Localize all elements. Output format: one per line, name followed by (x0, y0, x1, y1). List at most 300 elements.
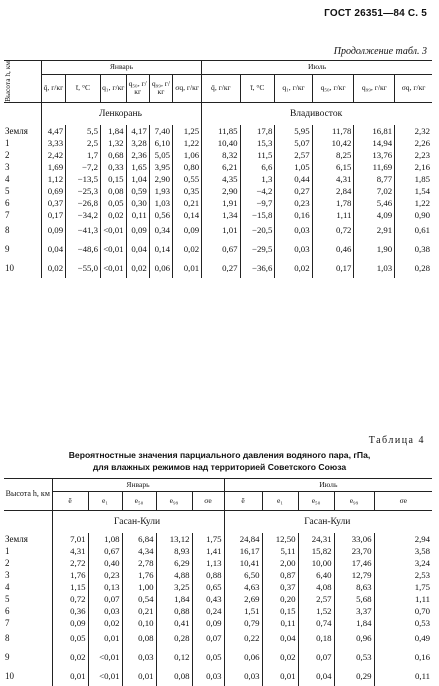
value-cell: 0,03 (275, 240, 312, 259)
value-cell: 1,85 (414, 173, 430, 184)
value-cell: 0,04 (41, 240, 65, 259)
height-cell: 9 (4, 240, 41, 259)
value-cell: 11,69 (354, 161, 395, 173)
col-header: σe (374, 492, 432, 511)
value-cell: 0,07 (192, 629, 224, 648)
value-cell: 1,76 (122, 569, 156, 581)
value-cell: 0,22 (224, 629, 262, 648)
value-cell: 0,07 (298, 648, 334, 667)
value-cell: 2,42 (41, 149, 65, 161)
value-cell: 0,02 (275, 259, 312, 278)
table-row (4, 545, 432, 557)
value-cell: −48,6 (66, 240, 101, 259)
value-cell: 2,32 (414, 125, 430, 136)
value-cell: 10,00 (298, 557, 334, 569)
value-cell: 5,5 (66, 125, 101, 137)
value-cell: −9,7 (240, 197, 275, 209)
document-header: ГОСТ 26351—84 С. 5 (324, 8, 427, 19)
value-cell: 0,09 (52, 617, 88, 629)
value-cell: 0,01 (262, 667, 298, 686)
value-cell: 0,27 (275, 185, 312, 197)
height-cell: 7 (4, 617, 52, 629)
table-number: Таблица 4 (368, 435, 425, 446)
table-row (4, 593, 432, 605)
value-cell: 5,11 (262, 545, 298, 557)
height-cell: 8 (4, 629, 52, 648)
value-cell: 0,07 (88, 593, 122, 605)
value-cell: 0,35 (173, 185, 202, 197)
table-row (4, 240, 432, 259)
value-cell: 0,24 (192, 605, 224, 617)
value-cell: 0,90 (414, 209, 430, 220)
value-cell: 0,01 (88, 629, 122, 648)
table-row (4, 221, 432, 240)
table-caption: Вероятностные значения парциального давления водяного пара, гПа, для влажных режимов над территорией Советского Союза (68, 450, 371, 472)
value-cell: 0,17 (41, 209, 65, 221)
value-cell: 6,84 (122, 533, 156, 545)
value-cell: 0,04 (298, 667, 334, 686)
value-cell: 0,41 (156, 617, 192, 629)
value-cell: 0,01 (52, 667, 88, 686)
value-cell: −55,0 (66, 259, 101, 278)
height-cell: 6 (4, 605, 52, 617)
value-cell: 0,16 (275, 209, 312, 221)
table-row (4, 569, 432, 581)
col-header: t̄, °С (66, 74, 101, 102)
value-cell: 1,34 (202, 209, 240, 221)
value-cell: 1,05 (275, 161, 312, 173)
value-cell: 7,01 (52, 533, 88, 545)
col-header: q̄, г/кг (41, 74, 65, 102)
height-cell: 2 (4, 149, 41, 161)
value-cell: 33,06 (334, 533, 374, 545)
value-cell: 0,96 (334, 629, 374, 648)
value-cell: 0,69 (41, 185, 65, 197)
value-cell: 8,32 (202, 149, 240, 161)
value-cell: 0,05 (52, 629, 88, 648)
height-cell: 1 (4, 545, 52, 557)
value-cell: 0,14 (173, 209, 202, 221)
value-cell: 0,17 (312, 259, 354, 278)
value-cell: 1,08 (88, 533, 122, 545)
value-cell: 1,03 (354, 259, 395, 278)
value-cell: 0,23 (275, 197, 312, 209)
height-cell: 4 (4, 581, 52, 593)
value-cell: 0,11 (415, 671, 431, 681)
col-header: ē (224, 492, 262, 511)
value-cell: 4,47 (41, 125, 65, 137)
value-cell: 0,54 (122, 593, 156, 605)
value-cell: 0,36 (52, 605, 88, 617)
value-cell: 2,57 (298, 593, 334, 605)
col-header: q̄, г/кг (202, 74, 240, 102)
value-cell: 0,34 (149, 221, 172, 240)
month-january-header: Январь (52, 479, 224, 492)
value-cell: −15,8 (240, 209, 275, 221)
value-cell: 0,55 (173, 173, 202, 185)
value-cell: 0,56 (149, 209, 172, 221)
value-cell: 4,17 (126, 125, 149, 137)
value-cell: 2,36 (126, 149, 149, 161)
value-cell: −34,2 (66, 209, 101, 221)
month-july-header: Июль (224, 479, 432, 492)
value-cell: 17,8 (240, 125, 275, 137)
value-cell: 16,17 (224, 545, 262, 557)
value-cell: 12,79 (334, 569, 374, 581)
value-cell: 0,08 (100, 185, 126, 197)
value-cell: 13,12 (156, 533, 192, 545)
value-cell: −25,3 (66, 185, 101, 197)
value-cell: 0,11 (262, 617, 298, 629)
value-cell: 1,52 (298, 605, 334, 617)
value-cell: 0,03 (192, 667, 224, 686)
value-cell: −29,5 (240, 240, 275, 259)
table-row (4, 185, 432, 197)
value-cell: 0,21 (173, 197, 202, 209)
value-cell: 10,42 (312, 137, 354, 149)
value-cell: 2,5 (66, 137, 101, 149)
value-cell: 1,65 (126, 161, 149, 173)
value-cell: 1,41 (192, 545, 224, 557)
value-cell: −20,5 (240, 221, 275, 240)
value-cell: 11,5 (240, 149, 275, 161)
value-cell: 0,01 (122, 667, 156, 686)
value-cell: 0,02 (88, 617, 122, 629)
value-cell: 0,02 (173, 240, 202, 259)
value-cell: −13,5 (66, 173, 101, 185)
value-cell: 0,21 (122, 605, 156, 617)
station-name: Гасан-Кули (304, 517, 351, 527)
value-cell: <0,01 (88, 648, 122, 667)
value-cell: 1,32 (100, 137, 126, 149)
value-cell: 0,80 (173, 161, 202, 173)
col-header: e₅₀ (298, 492, 334, 511)
value-cell: 4,08 (298, 581, 334, 593)
value-cell: 3,37 (334, 605, 374, 617)
col-header: e₅₀ (122, 492, 156, 511)
table-row (4, 581, 432, 593)
col-header: q₁, г/кг (275, 74, 312, 102)
value-cell: 1,13 (192, 557, 224, 569)
value-cell: 0,38 (414, 243, 430, 254)
value-cell: 0,27 (202, 259, 240, 278)
col-header: q₉₉, г/кг (149, 74, 172, 102)
value-cell: 1,11 (415, 594, 431, 604)
value-cell: 5,05 (149, 149, 172, 161)
col-header: e₉₉ (156, 492, 192, 511)
value-cell: 0,09 (173, 221, 202, 240)
height-cell: 5 (4, 593, 52, 605)
value-cell: 12,50 (262, 533, 298, 545)
month-january-header: Январь (41, 61, 201, 75)
value-cell: 6,21 (202, 161, 240, 173)
value-cell: 1,7 (66, 149, 101, 161)
value-cell: 1,78 (312, 197, 354, 209)
value-cell: 6,15 (312, 161, 354, 173)
value-cell: 5,68 (334, 593, 374, 605)
value-cell: 1,84 (100, 125, 126, 137)
table-row (4, 557, 432, 569)
value-cell: 1,75 (192, 533, 224, 545)
value-cell: 6,10 (149, 137, 172, 149)
value-cell: 24,31 (298, 533, 334, 545)
height-cell: 7 (4, 209, 41, 221)
table-row (4, 617, 432, 629)
value-cell: 3,95 (149, 161, 172, 173)
value-cell: 4,63 (224, 581, 262, 593)
table-row (4, 197, 432, 209)
table-row (4, 173, 432, 185)
value-cell: 1,90 (354, 240, 395, 259)
value-cell: 0,44 (275, 173, 312, 185)
height-cell: 1 (4, 137, 41, 149)
value-cell: 0,53 (414, 618, 431, 628)
table-row (4, 533, 432, 545)
station-name: Владивосток (289, 108, 343, 119)
value-cell: 1,11 (312, 209, 354, 221)
value-cell: 0,20 (262, 593, 298, 605)
height-column-header: Высота h, км (4, 479, 52, 511)
value-cell: 6,29 (156, 557, 192, 569)
height-cell: 2 (4, 557, 52, 569)
value-cell: 0,53 (334, 648, 374, 667)
col-header: σq, г/кг (173, 74, 202, 102)
station-name: Ленкорань (41, 102, 201, 125)
value-cell: 0,03 (122, 648, 156, 667)
value-cell: 5,07 (275, 137, 312, 149)
value-cell: 5,95 (275, 125, 312, 137)
value-cell: 0,02 (100, 209, 126, 221)
col-header: e₁ (262, 492, 298, 511)
value-cell: 0,05 (192, 648, 224, 667)
value-cell: 0,28 (414, 262, 430, 273)
value-cell: 0,37 (41, 197, 65, 209)
value-cell: 7,02 (354, 185, 395, 197)
value-cell: 17,46 (334, 557, 374, 569)
height-cell: 6 (4, 197, 41, 209)
table-row (4, 605, 432, 617)
value-cell: 0,61 (414, 224, 430, 235)
col-header: q₅₀, г/кг (312, 74, 354, 102)
value-cell: 2,57 (275, 149, 312, 161)
value-cell: 0,40 (88, 557, 122, 569)
value-cell: 4,31 (52, 545, 88, 557)
value-cell: 2,72 (52, 557, 88, 569)
value-cell: 4,31 (312, 173, 354, 185)
value-cell: 2,91 (354, 221, 395, 240)
value-cell: 0,03 (275, 221, 312, 240)
value-cell: 1,76 (52, 569, 88, 581)
value-cell: 2,16 (414, 161, 430, 172)
value-cell: 0,74 (298, 617, 334, 629)
col-header: σq, г/кг (395, 74, 432, 102)
value-cell: <0,01 (88, 667, 122, 686)
col-header: q₉₉, г/кг (354, 74, 395, 102)
table-row (4, 259, 432, 278)
value-cell: 0,09 (192, 617, 224, 629)
value-cell: 0,05 (100, 197, 126, 209)
value-cell: 3,33 (41, 137, 65, 149)
value-cell: 0,02 (52, 648, 88, 667)
value-cell: 4,34 (122, 545, 156, 557)
table-row (4, 125, 432, 137)
value-cell: 14,94 (354, 137, 395, 149)
value-cell: 0,03 (224, 667, 262, 686)
value-cell: 0,67 (202, 240, 240, 259)
value-cell: 1,75 (414, 582, 431, 592)
value-cell: 0,37 (262, 581, 298, 593)
height-cell: 3 (4, 161, 41, 173)
value-cell: 1,84 (334, 617, 374, 629)
height-cell: 3 (4, 569, 52, 581)
value-cell: 23,70 (334, 545, 374, 557)
value-cell: 0,14 (149, 240, 172, 259)
col-header: t̄, °С (240, 74, 275, 102)
value-cell: 0,30 (126, 197, 149, 209)
value-cell: 6,40 (298, 569, 334, 581)
value-cell: 1,22 (414, 197, 430, 208)
value-cell: 0,15 (100, 173, 126, 185)
col-header: e₁ (88, 492, 122, 511)
value-cell: 24,84 (224, 533, 262, 545)
value-cell: 0,02 (126, 259, 149, 278)
value-cell: 1,04 (126, 173, 149, 185)
value-cell: 1,69 (41, 161, 65, 173)
table-row (4, 137, 432, 149)
value-cell: 1,03 (149, 197, 172, 209)
value-cell: 0,12 (156, 648, 192, 667)
value-cell: 8,63 (334, 581, 374, 593)
value-cell: 11,78 (312, 125, 354, 137)
value-cell: 0,72 (312, 221, 354, 240)
value-cell: <0,01 (100, 221, 126, 240)
value-cell: 0,08 (122, 629, 156, 648)
value-cell: <0,01 (100, 240, 126, 259)
value-cell: 4,09 (354, 209, 395, 221)
value-cell: 1,15 (52, 581, 88, 593)
value-cell: 13,76 (354, 149, 395, 161)
value-cell: 2,69 (224, 593, 262, 605)
value-cell: −26,8 (66, 197, 101, 209)
value-cell: 1,3 (240, 173, 275, 185)
value-cell: 0,65 (192, 581, 224, 593)
value-cell: 1,12 (41, 173, 65, 185)
value-cell: 11,85 (202, 125, 240, 137)
value-cell: 0,04 (126, 240, 149, 259)
col-header: e₉₉ (334, 492, 374, 511)
value-cell: 0,29 (334, 667, 374, 686)
value-cell: −36,6 (240, 259, 275, 278)
value-cell: 2,94 (414, 534, 431, 544)
value-cell: 0,70 (414, 606, 431, 616)
value-cell: 6,6 (240, 161, 275, 173)
value-cell: 1,84 (156, 593, 192, 605)
humidity-table (4, 60, 432, 278)
height-cell: 10 (4, 259, 41, 278)
value-cell: 0,88 (156, 605, 192, 617)
value-cell: 2,90 (202, 185, 240, 197)
value-cell: 8,25 (312, 149, 354, 161)
value-cell: 1,25 (173, 125, 202, 137)
height-cell: Земля (4, 125, 41, 137)
table-continuation-label: Продолжение табл. 3 (333, 46, 427, 57)
value-cell: 2,78 (122, 557, 156, 569)
value-cell: 6,50 (224, 569, 262, 581)
value-cell: 1,06 (173, 149, 202, 161)
value-cell: 0,18 (298, 629, 334, 648)
value-cell: 2,90 (149, 173, 172, 185)
value-cell: 0,72 (52, 593, 88, 605)
value-cell: 0,09 (41, 221, 65, 240)
value-cell: 4,35 (202, 173, 240, 185)
value-cell: <0,01 (100, 259, 126, 278)
value-cell: 2,26 (414, 137, 430, 148)
value-cell: 0,10 (122, 617, 156, 629)
value-cell: 15,82 (298, 545, 334, 557)
value-cell: 0,02 (41, 259, 65, 278)
value-cell: 0,06 (149, 259, 172, 278)
value-cell: 2,84 (312, 185, 354, 197)
value-cell: 0,08 (156, 667, 192, 686)
col-header: q₁, г/кг (100, 74, 126, 102)
value-cell: 1,91 (202, 197, 240, 209)
table-row (4, 149, 432, 161)
value-cell: 10,40 (202, 137, 240, 149)
table-row (4, 629, 432, 648)
value-cell: 5,46 (354, 197, 395, 209)
value-cell: 15,3 (240, 137, 275, 149)
value-cell: −41,3 (66, 221, 101, 240)
table-row (4, 648, 432, 667)
height-cell: 9 (4, 648, 52, 667)
col-header: σe (192, 492, 224, 511)
value-cell: 1,01 (202, 221, 240, 240)
height-cell: 10 (4, 667, 52, 686)
height-cell: 5 (4, 185, 41, 197)
value-cell: −7,2 (66, 161, 101, 173)
vapour-pressure-table (4, 478, 432, 686)
value-cell: 0,02 (262, 648, 298, 667)
value-cell: 1,00 (122, 581, 156, 593)
value-cell: 0,79 (224, 617, 262, 629)
height-column-header: Высота h, км (4, 61, 41, 103)
value-cell: 0,11 (126, 209, 149, 221)
value-cell: 0,04 (262, 629, 298, 648)
value-cell: 1,22 (173, 137, 202, 149)
value-cell: 3,28 (126, 137, 149, 149)
value-cell: 3,24 (414, 558, 431, 568)
col-header: q₅₀, г/кг (126, 74, 149, 102)
value-cell: 0,59 (126, 185, 149, 197)
value-cell: 0,68 (100, 149, 126, 161)
value-cell: 8,77 (354, 173, 395, 185)
value-cell: 0,67 (88, 545, 122, 557)
value-cell: 0,49 (414, 633, 431, 643)
value-cell: 8,93 (156, 545, 192, 557)
value-cell: 3,25 (156, 581, 192, 593)
table-row (4, 667, 432, 686)
value-cell: 10,41 (224, 557, 262, 569)
value-cell: 2,00 (262, 557, 298, 569)
height-cell: 8 (4, 221, 41, 240)
value-cell: 0,09 (126, 221, 149, 240)
month-july-header: Июль (202, 61, 432, 75)
station-name: Гасан-Кули (52, 511, 224, 534)
value-cell: 0,23 (88, 569, 122, 581)
value-cell: 0,06 (224, 648, 262, 667)
value-cell: 0,13 (88, 581, 122, 593)
value-cell: 7,40 (149, 125, 172, 137)
